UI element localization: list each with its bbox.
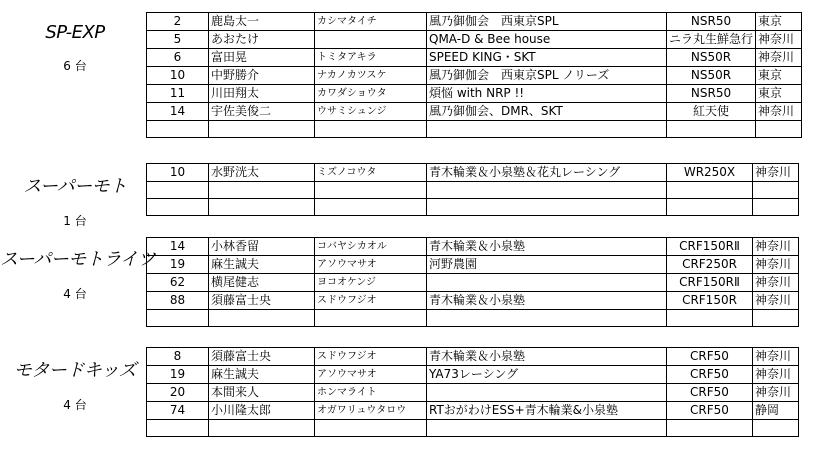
prefecture: 神奈川 (753, 256, 799, 274)
entry-number (147, 182, 209, 199)
table-row (147, 366, 799, 384)
category-count: 1 台 (63, 214, 87, 228)
rider-kana: ウサミシュンジ (315, 103, 427, 121)
machine-name: 紅天使 (667, 103, 756, 121)
team-name (427, 384, 667, 402)
machine-name (667, 199, 753, 216)
table-row (147, 348, 799, 366)
table-row (147, 67, 802, 85)
machine-name: CRF50 (667, 366, 753, 384)
entry-number: 11 (147, 85, 209, 103)
rider-kana: アソウマサオ (315, 366, 427, 384)
rider-name: 富田晃 (209, 49, 315, 67)
rider-kana (315, 182, 427, 199)
rider-name: 麻生誠夫 (209, 366, 315, 384)
category-count: 4 台 (63, 398, 87, 412)
rider-kana: トミタアキラ (315, 49, 427, 67)
rider-name: 川田翔太 (209, 85, 315, 103)
machine-name: NSR50 (667, 13, 756, 31)
rider-name: 小林香留 (209, 238, 315, 256)
prefecture: 神奈川 (753, 366, 799, 384)
table-row (147, 121, 802, 138)
table-row (147, 384, 799, 402)
table-row (147, 13, 802, 31)
prefecture (753, 182, 799, 199)
table-row (147, 420, 799, 437)
machine-name: CRF50 (667, 384, 753, 402)
rider-kana (315, 420, 427, 437)
team-name: 風乃御伽会 西東京SPL ノリーズ (427, 67, 667, 85)
rider-kana: ミズノコウタ (315, 164, 427, 182)
team-name (427, 420, 667, 437)
team-name: SPEED KING・SKT (427, 49, 667, 67)
team-name: 煩悩 with NRP !! (427, 85, 667, 103)
rider-name: 須藤富士央 (209, 292, 315, 310)
rider-kana (315, 31, 427, 49)
category-label (0, 356, 150, 413)
team-name (427, 199, 667, 216)
entry-number: 19 (147, 256, 209, 274)
entry-number: 6 (147, 49, 209, 67)
rider-kana: スドウフジオ (315, 292, 427, 310)
table-row (147, 85, 802, 103)
rider-name: 鹿島太一 (209, 13, 315, 31)
machine-name: CRF50 (667, 402, 753, 420)
entry-number: 19 (147, 366, 209, 384)
machine-name (667, 310, 753, 327)
machine-name: CRF250R (667, 256, 753, 274)
table-row (147, 103, 802, 121)
team-name: 青木輪業＆小泉塾＆花丸レーシング (427, 164, 667, 182)
prefecture: 東京 (756, 85, 802, 103)
entry-table (146, 12, 802, 138)
entry-number (147, 199, 209, 216)
rider-name: 本間来人 (209, 384, 315, 402)
table-row (147, 49, 802, 67)
category-count: 4 台 (63, 287, 87, 301)
rider-kana: カワダショウタ (315, 85, 427, 103)
prefecture (753, 420, 799, 437)
prefecture: 神奈川 (753, 274, 799, 292)
rider-name: 小川隆太郎 (209, 402, 315, 420)
machine-name: NS50R (667, 67, 756, 85)
prefecture: 神奈川 (753, 384, 799, 402)
rider-kana: ナカノカツスケ (315, 67, 427, 85)
prefecture: 静岡 (753, 402, 799, 420)
rider-name (209, 182, 315, 199)
rider-name: 横尾健志 (209, 274, 315, 292)
team-name: 青木輪業＆小泉塾 (427, 238, 667, 256)
rider-name: 中野勝介 (209, 67, 315, 85)
table-row (147, 164, 799, 182)
machine-name: WR250X (667, 164, 753, 182)
team-name: 青木輪業＆小泉塾 (427, 348, 667, 366)
table-row (147, 31, 802, 49)
rider-kana: スドウフジオ (315, 348, 427, 366)
rider-kana: アソウマサオ (315, 256, 427, 274)
category-label (0, 172, 150, 229)
machine-name: CRF50 (667, 348, 753, 366)
entry-number (147, 310, 209, 327)
category-count: 6 台 (63, 59, 87, 73)
prefecture: 神奈川 (756, 103, 802, 121)
category-name: スーパーモト (23, 176, 127, 197)
prefecture: 神奈川 (756, 49, 802, 67)
entry-number (147, 420, 209, 437)
entry-number: 8 (147, 348, 209, 366)
prefecture (753, 199, 799, 216)
rider-kana: ヨコオケンジ (315, 274, 427, 292)
prefecture: 神奈川 (753, 292, 799, 310)
prefecture: 神奈川 (753, 238, 799, 256)
entry-number: 5 (147, 31, 209, 49)
category-label (0, 22, 150, 74)
machine-name: CRF150R (667, 292, 753, 310)
entry-number: 74 (147, 402, 209, 420)
team-name (427, 182, 667, 199)
prefecture: 神奈川 (756, 31, 802, 49)
rider-name (209, 310, 315, 327)
rider-name: 宇佐美俊二 (209, 103, 315, 121)
machine-name: ニラ丸生鮮急行 (667, 31, 756, 49)
prefecture: 東京 (756, 13, 802, 31)
entry-table (146, 163, 799, 216)
machine-name (667, 182, 753, 199)
prefecture (756, 121, 802, 138)
table-row (147, 256, 799, 274)
rider-kana: オガワリュウタロウ (315, 402, 427, 420)
team-name: 風乃御伽会、DMR、SKT (427, 103, 667, 121)
rider-kana (315, 310, 427, 327)
table-row (147, 274, 799, 292)
machine-name: NSR50 (667, 85, 756, 103)
entry-number: 2 (147, 13, 209, 31)
team-name: 河野農園 (427, 256, 667, 274)
rider-name (209, 199, 315, 216)
table-row (147, 292, 799, 310)
entry-number: 10 (147, 164, 209, 182)
team-name (427, 310, 667, 327)
category-name: SP-EXP (45, 22, 105, 43)
machine-name: CRF150RⅡ (667, 238, 753, 256)
entry-number: 10 (147, 67, 209, 85)
entry-number: 14 (147, 103, 209, 121)
team-name: YA73レーシング (427, 366, 667, 384)
rider-name (209, 121, 315, 138)
rider-name: 麻生誠夫 (209, 256, 315, 274)
machine-name: NS50R (667, 49, 756, 67)
rider-kana: ホンマライト (315, 384, 427, 402)
machine-name: CRF150RⅡ (667, 274, 753, 292)
category-name: スーパーモトライツ (0, 249, 156, 270)
entry-number: 88 (147, 292, 209, 310)
category-label (0, 245, 156, 302)
table-row (147, 310, 799, 327)
rider-name (209, 420, 315, 437)
rider-name: あおたけ (209, 31, 315, 49)
entry-number (147, 121, 209, 138)
entry-number: 14 (147, 238, 209, 256)
table-row (147, 402, 799, 420)
team-name: QMA-D & Bee house (427, 31, 667, 49)
category-name: モタードキッズ (13, 360, 137, 381)
rider-name: 水野洸太 (209, 164, 315, 182)
team-name: 風乃御伽会 西東京SPL (427, 13, 667, 31)
rider-kana: コバヤシカオル (315, 238, 427, 256)
prefecture (753, 310, 799, 327)
prefecture: 神奈川 (753, 164, 799, 182)
table-row (147, 199, 799, 216)
rider-kana: カシマタイチ (315, 13, 427, 31)
entry-number: 62 (147, 274, 209, 292)
table-row (147, 182, 799, 199)
prefecture: 東京 (756, 67, 802, 85)
rider-kana (315, 199, 427, 216)
entry-table (146, 237, 799, 327)
team-name (427, 121, 667, 138)
team-name: RTおがわけESS+青木輪業&小泉塾 (427, 402, 667, 420)
entry-table (146, 347, 799, 437)
machine-name (667, 121, 756, 138)
team-name: 青木輪業＆小泉塾 (427, 292, 667, 310)
machine-name (667, 420, 753, 437)
team-name (427, 274, 667, 292)
rider-kana (315, 121, 427, 138)
entry-number: 20 (147, 384, 209, 402)
rider-name: 須藤富士央 (209, 348, 315, 366)
prefecture: 神奈川 (753, 348, 799, 366)
table-row (147, 238, 799, 256)
